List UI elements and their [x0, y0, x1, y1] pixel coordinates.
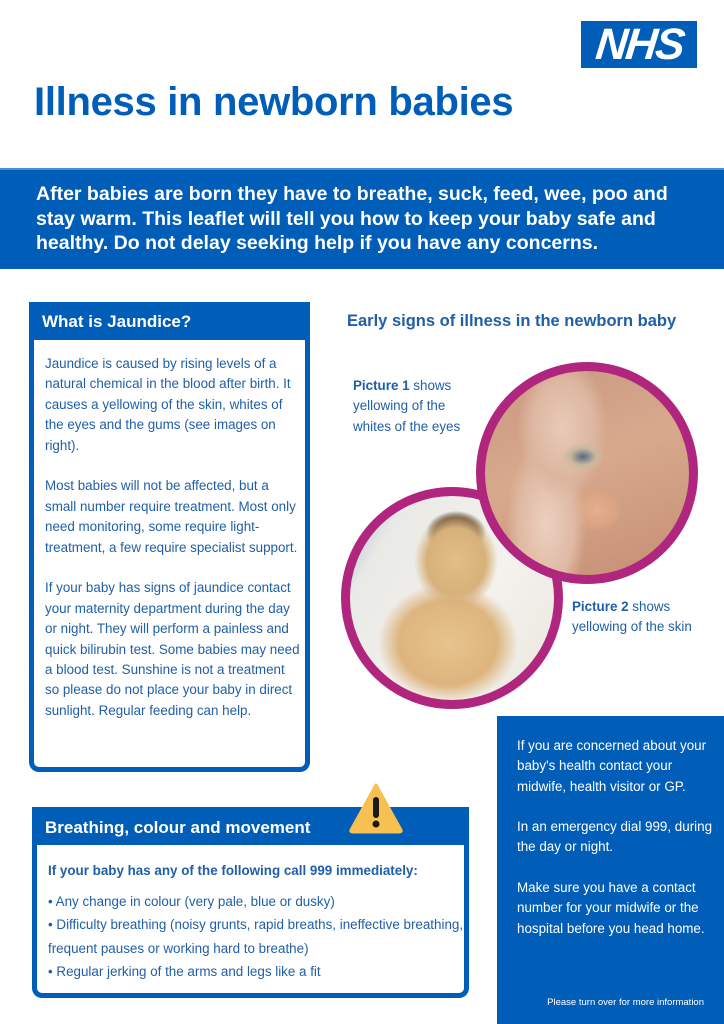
list-item: • Difficulty breathing (noisy grunts, rapid breaths, ineffective breathing, frequent pauses or working hard to breathe)	[48, 917, 464, 956]
jaundice-heading: What is Jaundice?	[29, 302, 310, 340]
intro-banner	[0, 168, 724, 269]
picture1-baby-eye-photo	[476, 362, 698, 584]
contact-panel	[497, 716, 724, 1024]
nhs-logo-text: NHS	[593, 19, 686, 69]
picture2-text: shows yellowing of the skin	[572, 599, 692, 635]
intro-text: After babies are born they have to breathe, suck, feed, wee, poo and stay warm. This leaflet will tell you how to keep your baby safe and healthy. Do not delay seeking help if you have any concerns.	[36, 183, 668, 254]
picture1-text: shows yellowing of the whites of the eyes	[353, 378, 461, 434]
jaundice-paragraph: Jaundice is caused by rising levels of a natural chemical in the blood after birth. It causes a yellowing of the skin, whites of the eyes and the gums (see images on right).	[45, 356, 291, 453]
jaundice-body	[45, 354, 300, 742]
picture1-caption	[353, 376, 483, 437]
contact-paragraph: Make sure you have a contact number for your midwife or the hospital before you head home.	[517, 880, 705, 936]
early-signs-heading: Early signs of illness in the newborn baby	[347, 312, 677, 330]
contact-paragraph: In an emergency dial 999, during the day or night.	[517, 819, 713, 855]
jaundice-paragraph: Most babies will not be affected, but a small number require treatment. Most only need monitoring, some require light-treatment, a few require specialist support.	[45, 478, 298, 555]
list-item: • Any change in colour (very pale, blue or dusky)	[48, 894, 335, 909]
warning-icon	[348, 782, 404, 834]
breathing-list	[48, 891, 468, 983]
nhs-logo	[581, 21, 697, 68]
jaundice-box	[29, 302, 310, 772]
breathing-lead: If your baby has any of the following call 999 immediately:	[48, 863, 418, 878]
contact-text	[517, 736, 717, 959]
breathing-heading: Breathing, colour and movement	[32, 807, 469, 845]
list-item: • Regular jerking of the arms and legs like a fit	[48, 964, 321, 979]
picture2-caption	[572, 597, 722, 638]
picture1-label: Picture 1	[353, 378, 410, 393]
picture2-label: Picture 2	[572, 599, 629, 614]
page-title: Illness in newborn babies	[34, 80, 514, 124]
turn-over-note: Please turn over for more information	[547, 997, 704, 1008]
contact-paragraph: If you are concerned about your baby's health contact your midwife, health visitor or GP.	[517, 738, 707, 794]
jaundice-paragraph: If your baby has signs of jaundice contact your maternity department during the day or night. They will perform a painless and quick bilirubin test. Some babies may need a blood test. Sunshine is not a treatment so please do not place your baby in direct sunlight. Regular feeding can help.	[45, 580, 300, 718]
breathing-box	[32, 807, 469, 998]
